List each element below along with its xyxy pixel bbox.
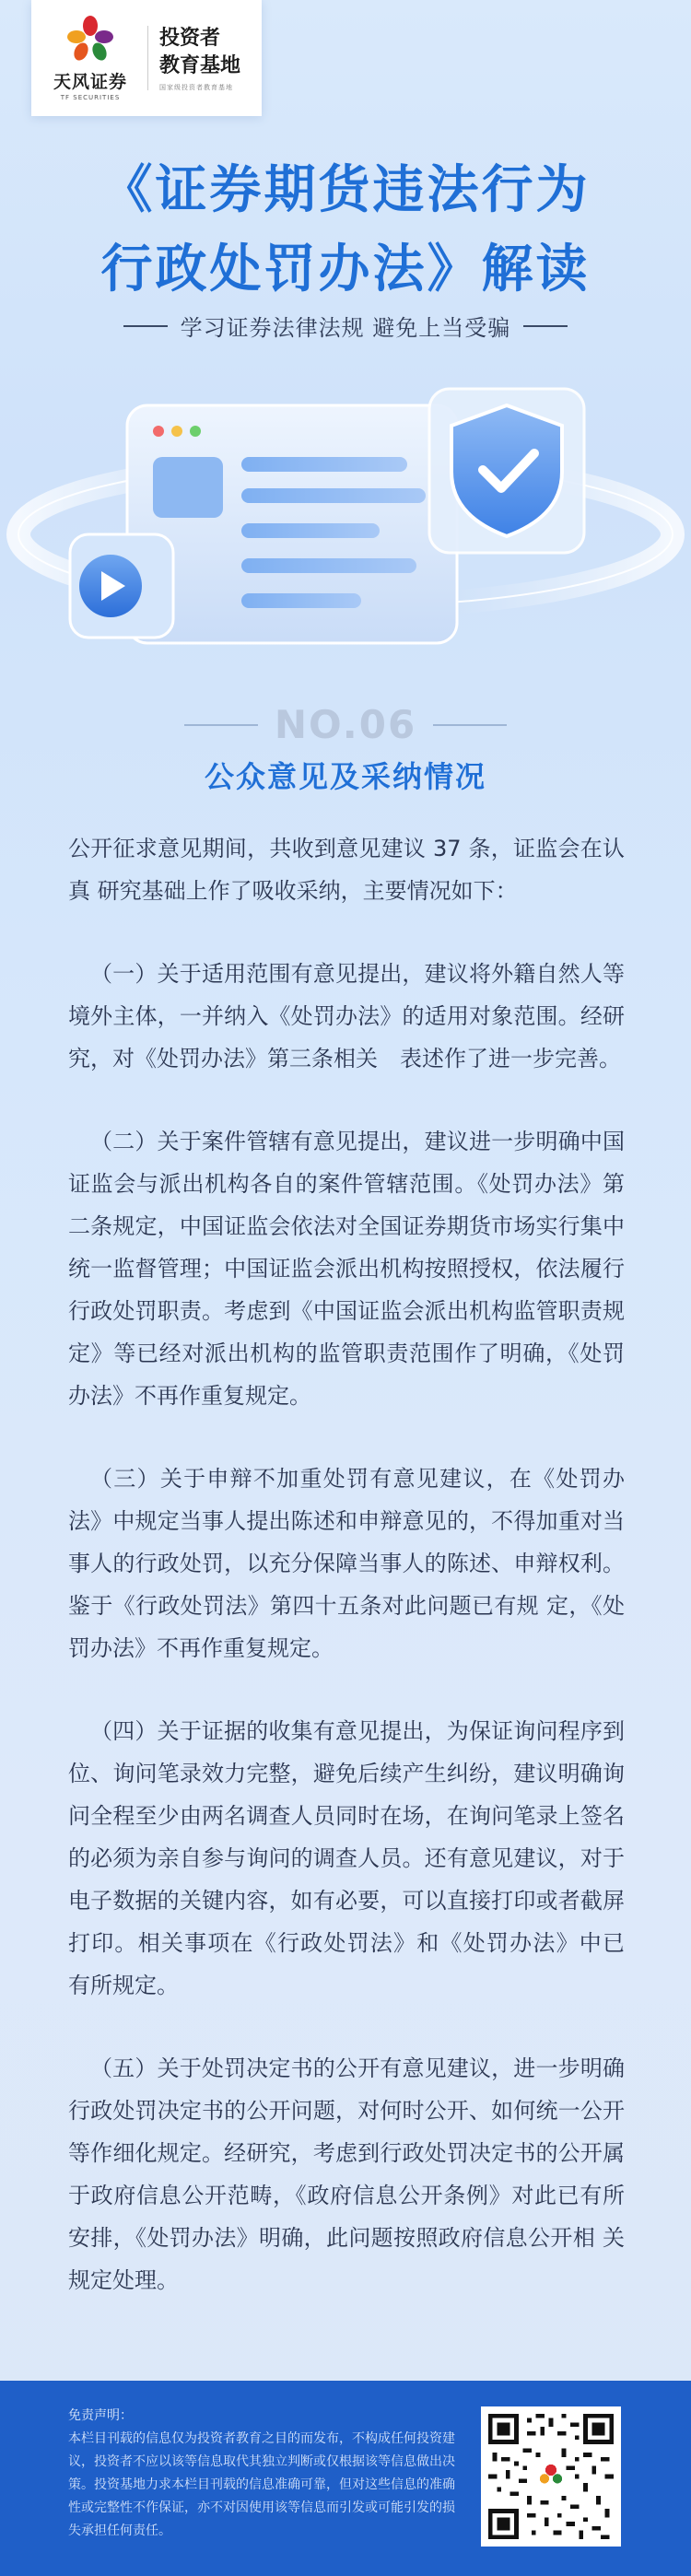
disclaimer bbox=[68, 2405, 464, 2543]
page-subtitle: 学习证券法律法规 避免上当受骗 bbox=[180, 315, 511, 341]
edu-base-line3: 国家级投资者教育基地 bbox=[159, 83, 233, 91]
section-line-right bbox=[433, 724, 507, 726]
article-item-4: （四）关于证据的收集有意见提出，为保证询问程序到位、询问笔录效力完整，避免后续产生纠纷，建议明确询问全程至少由两名调查人员同时在场，在询问笔录上签名的必须为亲自参与询问的调查人员。还有意见建议，对于电子数据的关键内容，如有必要，可以直接打印或者截屏打印。相关事项在《行政处罚法》和《处罚办法》中已 有所规定。 bbox=[68, 1718, 625, 1998]
disclaimer-heading: 免责声明： bbox=[68, 2408, 133, 2423]
subtitle-dash-right bbox=[523, 325, 568, 327]
logo-divider bbox=[147, 26, 148, 90]
qr-code[interactable] bbox=[481, 2406, 621, 2547]
play-icon bbox=[70, 534, 173, 638]
article-body bbox=[68, 827, 625, 2342]
document-panel bbox=[127, 405, 457, 643]
article-item-3: （三）关于申辩不加重处罚有意见建议，在《处罚办法》中规定当事人提出陈述和申辩意见的，不得加重对当事人的行政处罚，以充分保障当事人的陈述、申辩权利。鉴于《行政处罚法》第四十五条对此问题已有规 定，《处罚办法》不再作重复规定。 bbox=[68, 1466, 625, 1661]
page-title-line1: 《证券期货违法行为 bbox=[100, 159, 591, 220]
edu-base-line2: 教育基地 bbox=[159, 53, 241, 77]
section-number-row bbox=[0, 702, 691, 747]
edu-base-line1: 投资者 bbox=[159, 26, 221, 50]
section-line-left bbox=[184, 724, 258, 726]
disclaimer-text: 本栏目刊载的信息仅为投资者教育之目的而发布，不构成任何投资建议，投资者不应以该等信息取代其独立判断或仅根据该等信息做出决策。投资基地力求本栏目刊载的信息准确可靠，但对这些信息的准确性或完整性不作保证，亦不对因使用该等信息而引发或可能引发的损失承担任何责任。 bbox=[68, 2431, 455, 2538]
subtitle-row bbox=[0, 310, 691, 342]
shield-check-icon bbox=[429, 389, 584, 553]
brand-name: 天风证券 bbox=[53, 72, 127, 92]
page-title-line2: 行政处罚办法》解读 bbox=[100, 239, 591, 299]
brand-logo bbox=[44, 15, 136, 101]
brand-logo-card bbox=[31, 0, 262, 116]
article-intro: 公开征求意见期间，共收到意见建议 37 条，证监会在认真 研究基础上作了吸收采纳，主要情况如下： bbox=[68, 836, 625, 904]
logo-flower-icon bbox=[65, 15, 115, 66]
footer bbox=[0, 2381, 691, 2576]
article-item-2: （二）关于案件管辖有意见提出，建议进一步明确中国证监会与派出机构各自的案件管辖范围。《处罚办法》第二条规定，中国证监会依法对全国证券期货市场实行集中统一监督管理；中国证监会派出机构按照授权，依法履行行政处罚职责。考虑到《中国证监会派出机构监管职责规定》等已经对派出机构的监管职责范围作了明确，《处罚办法》不再作重复规定。 bbox=[68, 1129, 625, 1409]
subtitle-dash-left bbox=[123, 325, 168, 327]
hero-illustration bbox=[0, 369, 691, 673]
window-dot-green bbox=[190, 426, 201, 437]
brand-subname: TF SECURITIES bbox=[60, 94, 121, 101]
section-title: 公众意见及采纳情况 bbox=[204, 759, 486, 794]
section-number: NO.06 bbox=[274, 702, 417, 747]
article-item-1: （一）关于适用范围有意见提出，建议将外籍自然人等境外主体，一并纳入《处罚办法》的适用对象范围。经研究，对《处罚办法》第三条相关 表述作了进一步完善。 bbox=[68, 961, 625, 1071]
window-dot-yellow bbox=[171, 426, 182, 437]
edu-base-label bbox=[159, 25, 240, 92]
qr-code-icon bbox=[488, 2414, 614, 2539]
window-dot-red bbox=[153, 426, 164, 437]
article-item-5: （五）关于处罚决定书的公开有意见建议，进一步明确行政处罚决定书的公开问题，对何时公开、如何统一公开等作细化规定。经研究，考虑到行政处罚决定书的公开属于政府信息公开范畴，《政府信息公开条例》对此已有所安排，《处罚办法》明确，此问题按照政府信息公开相 关规定处理。 bbox=[68, 2055, 625, 2293]
